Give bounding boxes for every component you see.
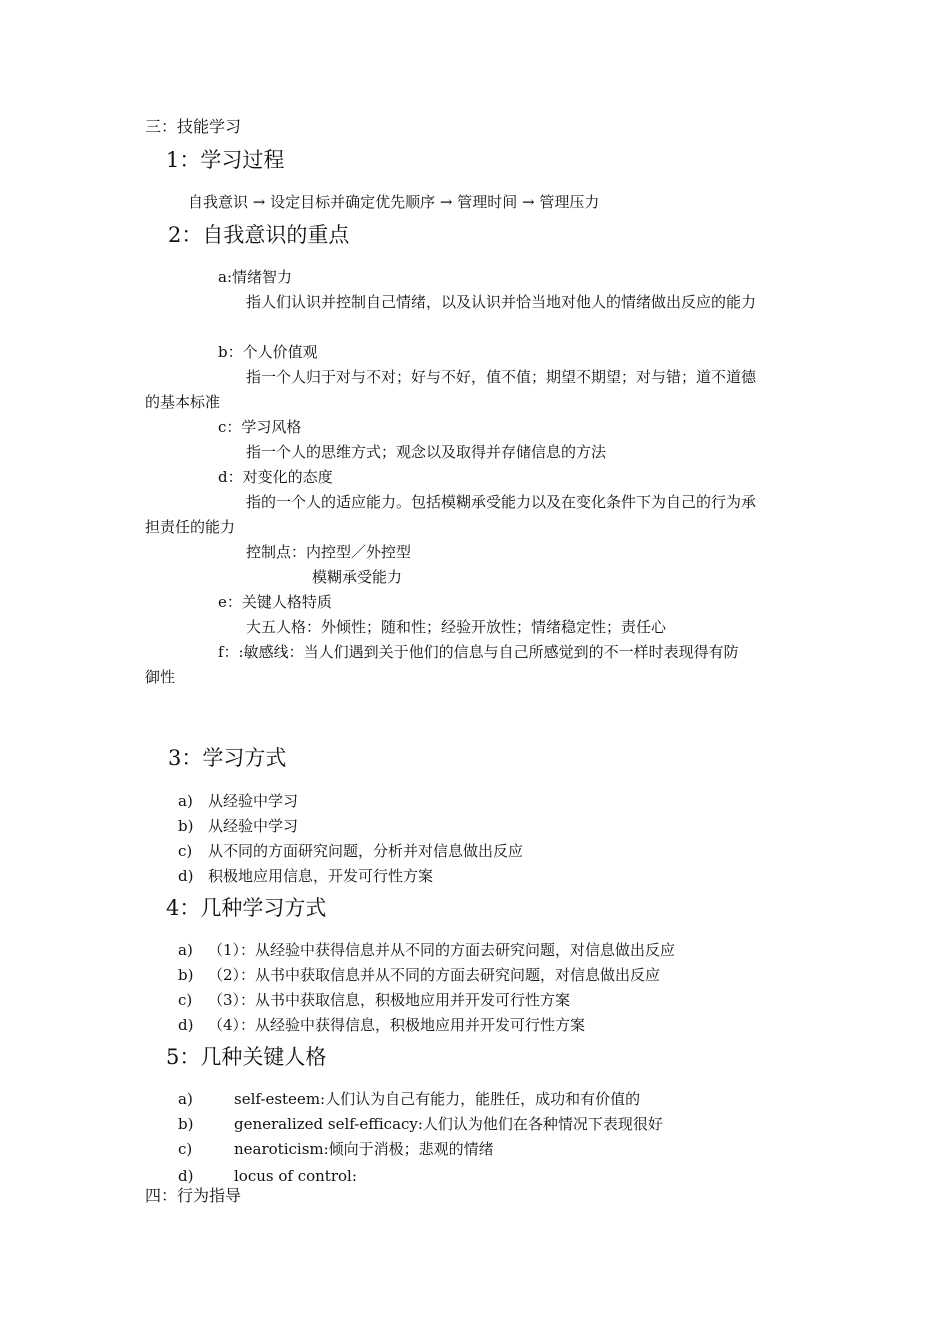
list-text: （2）：从书中获取信息并从不同的方面去研究问题，对信息做出反应: [208, 966, 661, 984]
list-marker: c): [178, 991, 193, 1009]
heading-learning-modes: 3：学习方式: [168, 746, 287, 770]
list-marker: a): [178, 941, 193, 959]
list-marker: b): [178, 966, 194, 984]
heading-self-awareness: 2：自我意识的重点: [168, 223, 350, 247]
list-text: 积极地应用信息，开发可行性方案: [208, 867, 434, 885]
list-item: [178, 1139, 494, 1159]
list-item: [178, 791, 298, 811]
item-f-line1: f：:敏感线：当人们遇到关于他们的信息与自己所感觉到的不一样时表现得有防: [218, 643, 739, 661]
list-marker: d): [178, 1016, 194, 1034]
list-text: generalized self-efficacy:人们认为他们在各种情况下表现很好: [234, 1115, 663, 1133]
list-text: （4）：从经验中获得信息，积极地应用并开发可行性方案: [208, 1016, 586, 1034]
section-three-title: 三：技能学习: [145, 117, 242, 136]
list-item: [178, 965, 660, 985]
list-marker: d): [178, 1167, 194, 1185]
list-item: [178, 940, 675, 960]
list-text: 从不同的方面研究问题，分析并对信息做出反应: [208, 842, 524, 860]
list-item: [178, 1015, 585, 1035]
item-b-label: b：个人价值观: [218, 343, 318, 361]
list-item: [178, 866, 433, 886]
heading-key-personality: 5：几种关键人格: [166, 1045, 327, 1069]
list-text: nearoticism:倾向于消极；悲观的情绪: [234, 1140, 494, 1158]
list-text: 从经验中学习: [208, 792, 299, 810]
list-item: [178, 1089, 640, 1109]
list-item: [178, 841, 523, 861]
list-item: [178, 1114, 663, 1134]
item-d-label: d：对变化的态度: [218, 468, 333, 486]
list-item: [178, 990, 570, 1010]
item-e-desc: 大五人格：外倾性；随和性；经验开放性；情绪稳定性；责任心: [246, 618, 667, 636]
list-text: locus of control:: [234, 1167, 357, 1185]
list-text: （1）：从经验中获得信息并从不同的方面去研究问题，对信息做出反应: [208, 941, 676, 959]
item-c-label: c：学习风格: [218, 418, 302, 436]
list-item: [178, 816, 298, 836]
item-b-desc-line1: 指一个人归于对与不对；好与不好，值不值；期望不期望；对与错；道不道德: [246, 368, 757, 386]
process-flow: 自我意识 → 设定目标并确定优先顺序 → 管理时间 → 管理压力: [188, 193, 600, 211]
item-d-desc-line1: 指的一个人的适应能力。包括模糊承受能力以及在变化条件下为自己的行为承: [246, 493, 757, 511]
item-e-label: e：关键人格特质: [218, 593, 332, 611]
item-a-desc: 指人们认识并控制自己情绪，以及认识并恰当地对他人的情绪做出反应的能力: [246, 293, 757, 311]
item-d-control-point: 控制点：内控型／外控型: [246, 543, 412, 561]
item-d-desc-line2: 担责任的能力: [145, 518, 236, 536]
list-marker: d): [178, 867, 194, 885]
list-text: 从经验中学习: [208, 817, 299, 835]
list-item: [178, 1166, 357, 1186]
item-c-desc: 指一个人的思维方式；观念以及取得并存储信息的方法: [246, 443, 607, 461]
list-marker: b): [178, 1115, 194, 1133]
list-marker: c): [178, 842, 193, 860]
item-b-desc-line2: 的基本标准: [145, 393, 221, 411]
heading-learning-process: 1：学习过程: [166, 148, 285, 172]
heading-learning-types: 4：几种学习方式: [166, 896, 327, 920]
list-marker: a): [178, 1090, 193, 1108]
list-text: self-esteem:人们认为自己有能力，能胜任，成功和有价值的: [234, 1090, 641, 1108]
list-marker: b): [178, 817, 194, 835]
item-d-ambiguity: 模糊承受能力: [312, 568, 403, 586]
section-four-title: 四：行为指导: [145, 1186, 242, 1205]
list-marker: c): [178, 1140, 193, 1158]
item-f-line2: 御性: [145, 668, 176, 686]
item-a-label: a:情绪智力: [218, 268, 292, 286]
list-marker: a): [178, 792, 193, 810]
list-text: （3）：从书中获取信息，积极地应用并开发可行性方案: [208, 991, 571, 1009]
